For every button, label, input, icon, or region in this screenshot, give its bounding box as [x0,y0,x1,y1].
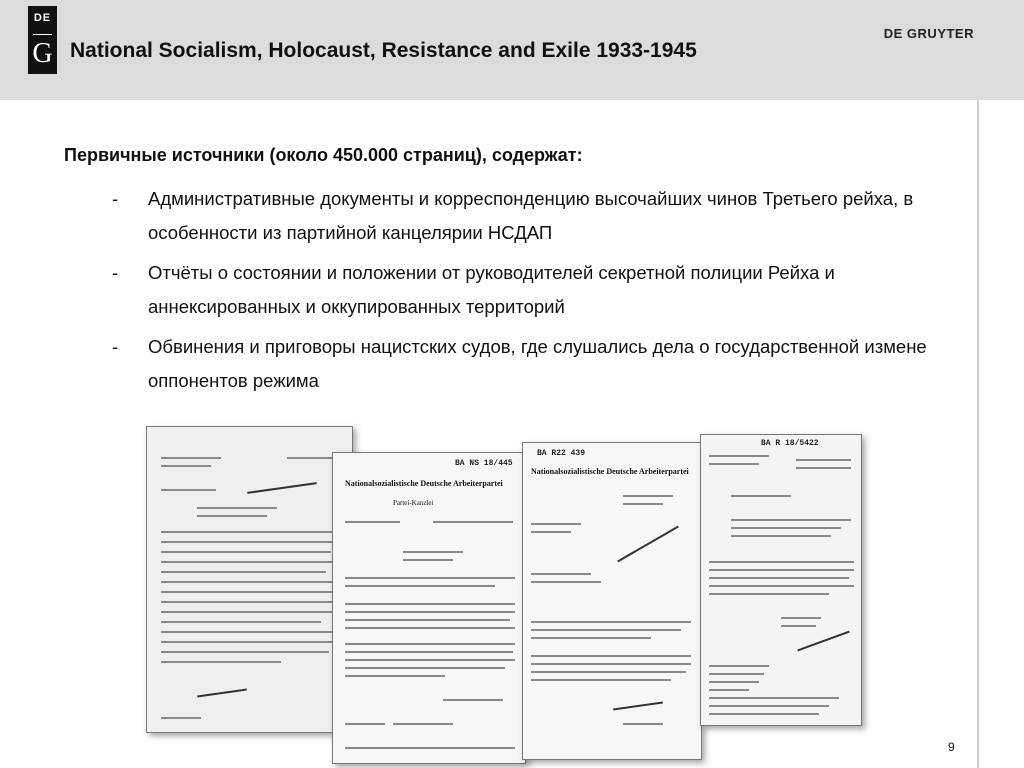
page-number: 9 [948,740,955,754]
document-scan-2 [332,452,526,764]
bullet-list [112,182,992,404]
archive-stamp: BA R22 439 [537,449,586,458]
publisher-name: DE GRUYTER [883,26,974,41]
bullet-item [112,256,992,324]
document-scans [140,420,870,765]
logo-bottom-text: G [32,38,53,69]
document-scan-3 [522,442,702,760]
bullet-marker: - [112,262,119,283]
logo-top-text: DE [33,12,52,24]
bullet-text: Административные документы и корреспонденцию высочайших чинов Третьего рейха, в особенности из партийной канцелярии НСДАП [148,188,914,243]
document-subheading: Partei-Kanzlei [393,499,434,507]
lead-text: Первичные источники (около 450.000 страниц), содержат: [64,145,583,165]
bullet-text: Обвинения и приговоры нацистских судов, где слушались дела о государственной измене оппонентов режима [148,336,927,391]
document-scan-1 [146,426,353,733]
document-heading: Nationalsozialistische Deutsche Arbeiterpartei [531,467,689,476]
de-gruyter-logo [28,6,57,74]
bullet-item [112,330,992,398]
slide-title: National Socialism, Holocaust, Resistance and Exile 1933-1945 [70,39,697,62]
logo-divider [33,34,52,35]
document-scan-4 [700,434,862,726]
archive-stamp: BA R 18/5422 [761,439,819,448]
bullet-marker: - [112,188,119,209]
bullet-marker: - [112,336,119,357]
bullet-text: Отчёты о состоянии и положении от руководителей секретной полиции Рейха и аннексированных и оккупированных территорий [148,262,835,317]
archive-stamp: BA NS 18/445 [455,459,513,468]
document-heading: Nationalsozialistische Deutsche Arbeiterpartei [345,479,503,488]
header-bar [0,0,1024,100]
bullet-item [112,182,992,250]
